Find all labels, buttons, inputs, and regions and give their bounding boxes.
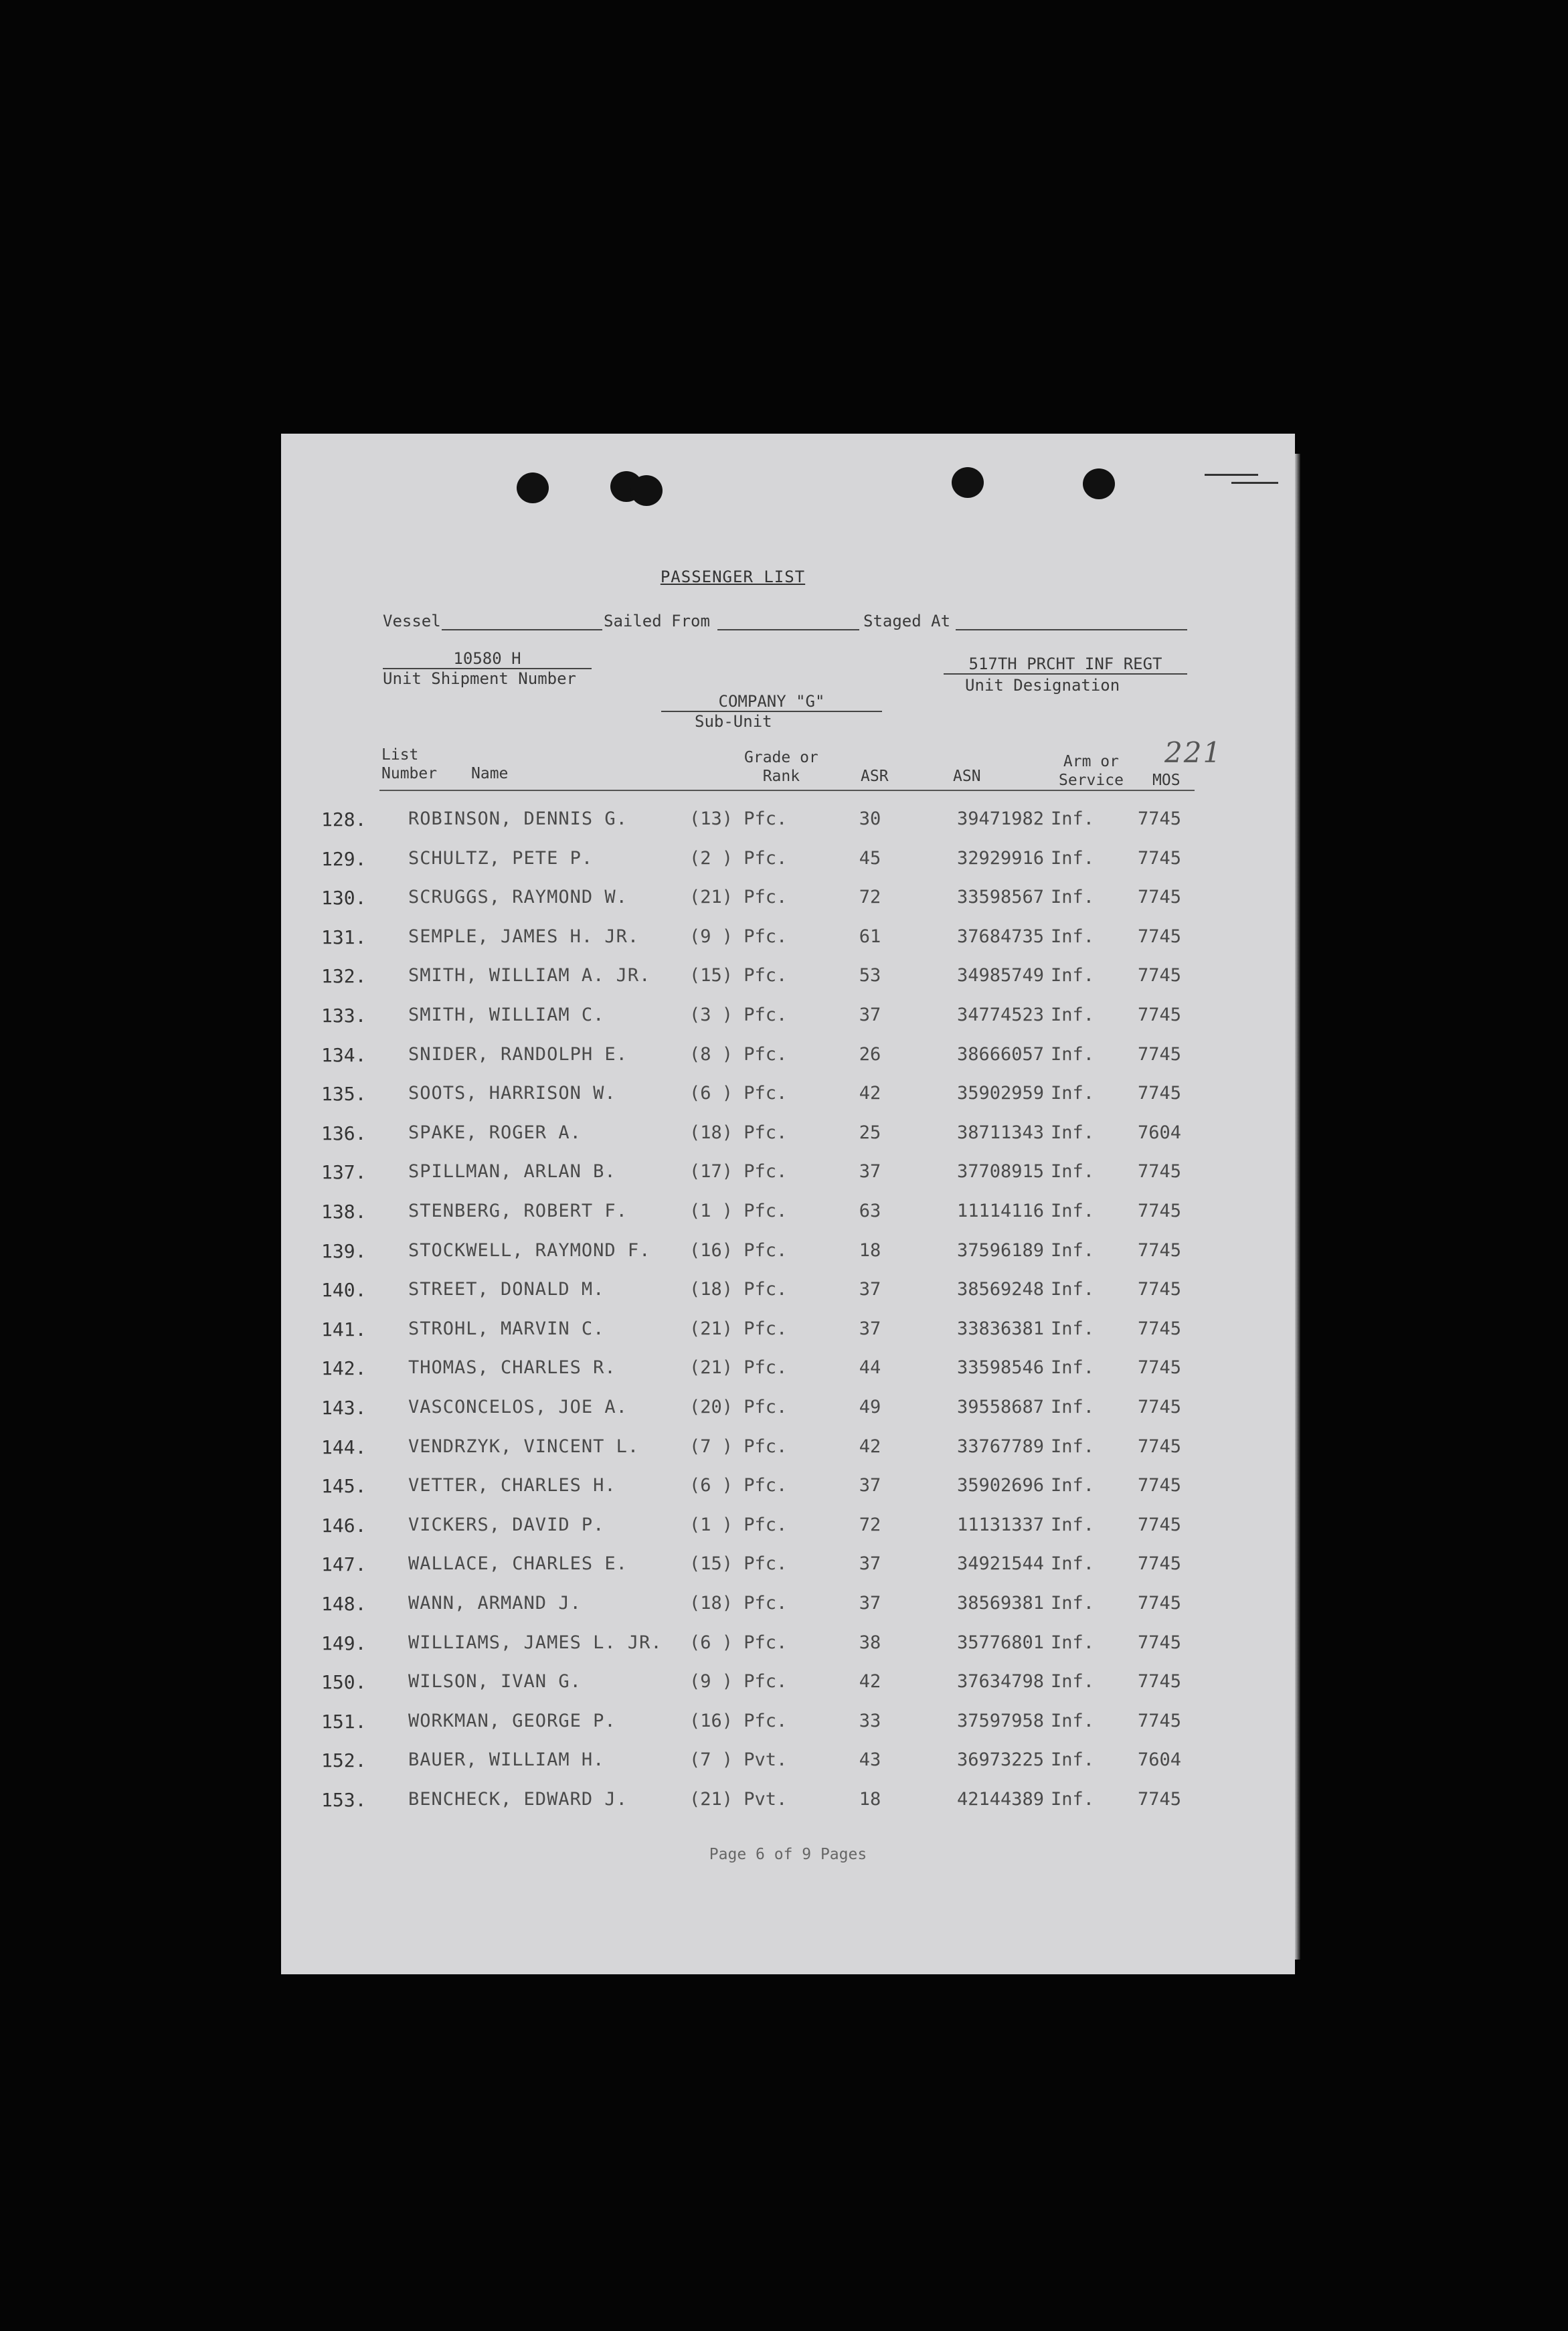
list-number: 137. bbox=[321, 1161, 367, 1184]
asr-value: 38 bbox=[859, 1632, 881, 1653]
arm-service: Inf. bbox=[1051, 1632, 1095, 1653]
asr-value: 37 bbox=[859, 1005, 881, 1025]
grade-rank: (6 ) Pfc. bbox=[689, 1083, 788, 1104]
arm-service: Inf. bbox=[1051, 1239, 1095, 1261]
grade-rank: (17) Pfc. bbox=[689, 1161, 788, 1183]
list-number: 143. bbox=[321, 1397, 367, 1419]
passenger-name: SCRUGGS, RAYMOND W. bbox=[408, 887, 628, 908]
asr-value: 42 bbox=[859, 1083, 881, 1104]
passenger-name: STENBERG, ROBERT F. bbox=[408, 1201, 628, 1221]
mos-code: 7745 bbox=[1138, 1318, 1182, 1339]
arm-header-line2: Service bbox=[1059, 772, 1124, 789]
grade-rank: (6 ) Pfc. bbox=[689, 1475, 788, 1496]
passenger-name: BAUER, WILLIAM H. bbox=[408, 1749, 605, 1771]
table-row bbox=[281, 1083, 1295, 1122]
asr-value: 72 bbox=[859, 887, 881, 908]
table-row bbox=[281, 926, 1295, 965]
asr-value: 44 bbox=[859, 1357, 881, 1379]
mos-code: 7745 bbox=[1138, 1239, 1182, 1261]
unit-designation-label: Unit Designation bbox=[965, 676, 1120, 695]
asr-value: 61 bbox=[859, 926, 881, 947]
mos-code: 7745 bbox=[1138, 1475, 1182, 1496]
list-number: 133. bbox=[321, 1005, 367, 1027]
grade-rank: (18) Pfc. bbox=[689, 1279, 788, 1300]
asr-value: 25 bbox=[859, 1122, 881, 1143]
asn-value: 37597958 bbox=[956, 1710, 1044, 1731]
passenger-name: SEMPLE, JAMES H. JR. bbox=[408, 926, 640, 947]
asr-value: 37 bbox=[859, 1475, 881, 1496]
page-number-stamp: 221 bbox=[1164, 736, 1223, 769]
punch-hole bbox=[630, 475, 663, 506]
asr-value: 42 bbox=[859, 1436, 881, 1457]
passenger-name: BENCHECK, EDWARD J. bbox=[408, 1789, 628, 1810]
grade-rank: (9 ) Pfc. bbox=[689, 1671, 788, 1693]
passenger-name: SMITH, WILLIAM A. JR. bbox=[408, 965, 651, 986]
table-row bbox=[281, 1005, 1295, 1043]
arm-service: Inf. bbox=[1051, 808, 1095, 829]
asr-value: 37 bbox=[859, 1553, 881, 1575]
punch-hole bbox=[517, 472, 549, 503]
list-number: 132. bbox=[321, 965, 367, 988]
grade-rank: (8 ) Pfc. bbox=[689, 1043, 788, 1065]
grade-rank: (21) Pvt. bbox=[689, 1789, 788, 1810]
list-number: 151. bbox=[321, 1710, 367, 1733]
arm-service: Inf. bbox=[1051, 965, 1095, 986]
sub-unit-label: Sub-Unit bbox=[695, 712, 772, 731]
list-number: 147. bbox=[321, 1553, 367, 1576]
list-number: 130. bbox=[321, 887, 367, 910]
mos-code: 7745 bbox=[1138, 1671, 1182, 1693]
asr-value: 72 bbox=[859, 1514, 881, 1535]
unit-designation: 517TH PRCHT INF REGT bbox=[944, 655, 1187, 675]
asn-value: 37684735 bbox=[956, 926, 1044, 947]
asn-value: 35902959 bbox=[956, 1083, 1044, 1104]
table-row bbox=[281, 1515, 1295, 1553]
mos-code: 7745 bbox=[1138, 1357, 1182, 1379]
list-number: 144. bbox=[321, 1436, 367, 1458]
mos-code: 7745 bbox=[1138, 1005, 1182, 1025]
passenger-name: WILSON, IVAN G. bbox=[408, 1671, 582, 1693]
arm-service: Inf. bbox=[1051, 887, 1095, 908]
asn-value: 33767789 bbox=[956, 1436, 1044, 1457]
arm-service-header bbox=[1059, 752, 1124, 790]
arm-service: Inf. bbox=[1051, 926, 1095, 947]
asn-value: 35776801 bbox=[956, 1632, 1044, 1653]
passenger-name: STREET, DONALD M. bbox=[408, 1279, 605, 1300]
grade-rank: (21) Pfc. bbox=[689, 887, 788, 908]
asr-value: 37 bbox=[859, 1593, 881, 1614]
list-number: 134. bbox=[321, 1043, 367, 1066]
list-number: 138. bbox=[321, 1201, 367, 1223]
asn-value: 38666057 bbox=[956, 1043, 1044, 1065]
list-number: 149. bbox=[321, 1632, 367, 1654]
passenger-name: WANN, ARMAND J. bbox=[408, 1593, 582, 1614]
list-number: 128. bbox=[321, 808, 367, 831]
table-row bbox=[281, 1044, 1295, 1083]
unit-shipment-number: 10580 H bbox=[383, 649, 592, 669]
passenger-name: STROHL, MARVIN C. bbox=[408, 1318, 605, 1339]
page-footer: Page 6 of 9 Pages bbox=[709, 1846, 867, 1863]
asr-value: 26 bbox=[859, 1043, 881, 1065]
arm-header-line1: Arm or bbox=[1063, 753, 1120, 770]
table-row bbox=[281, 1279, 1295, 1318]
mos-code: 7745 bbox=[1138, 1161, 1182, 1183]
arm-service: Inf. bbox=[1051, 1475, 1095, 1496]
table-row bbox=[281, 1240, 1295, 1279]
grade-rank: (21) Pfc. bbox=[689, 1318, 788, 1339]
mos-code: 7745 bbox=[1138, 965, 1182, 986]
passenger-name: SCHULTZ, PETE P. bbox=[408, 847, 594, 869]
asr-value: 45 bbox=[859, 847, 881, 869]
arm-service: Inf. bbox=[1051, 1201, 1095, 1221]
list-number: 131. bbox=[321, 926, 367, 948]
passenger-list-page bbox=[281, 434, 1295, 1974]
asn-value: 37708915 bbox=[956, 1161, 1044, 1183]
asr-value: 63 bbox=[859, 1201, 881, 1221]
mos-code: 7745 bbox=[1138, 1632, 1182, 1653]
list-number: 135. bbox=[321, 1083, 367, 1106]
passenger-name: ROBINSON, DENNIS G. bbox=[408, 808, 628, 829]
list-number: 145. bbox=[321, 1475, 367, 1498]
mos-code: 7745 bbox=[1138, 887, 1182, 908]
grade-rank: (18) Pfc. bbox=[689, 1593, 788, 1614]
name-header: Name bbox=[471, 765, 509, 782]
passenger-name: SPAKE, ROGER A. bbox=[408, 1122, 582, 1143]
asr-value: 18 bbox=[859, 1789, 881, 1810]
staged-at-label: Staged At bbox=[863, 612, 951, 630]
asn-value: 36973225 bbox=[956, 1749, 1044, 1771]
arm-service: Inf. bbox=[1051, 1083, 1095, 1104]
grade-rank: (13) Pfc. bbox=[689, 808, 788, 829]
mos-code: 7745 bbox=[1138, 808, 1182, 829]
table-row bbox=[281, 1475, 1295, 1514]
grade-rank: (1 ) Pfc. bbox=[689, 1201, 788, 1221]
table-row bbox=[281, 808, 1295, 847]
arm-service: Inf. bbox=[1051, 1593, 1095, 1614]
mos-code: 7745 bbox=[1138, 1043, 1182, 1065]
table-row bbox=[281, 1593, 1295, 1632]
arm-service: Inf. bbox=[1051, 1710, 1095, 1731]
arm-service: Inf. bbox=[1051, 1005, 1095, 1025]
passenger-name: VENDRZYK, VINCENT L. bbox=[408, 1436, 640, 1457]
document-title: PASSENGER LIST bbox=[660, 568, 806, 586]
list-number: 139. bbox=[321, 1239, 367, 1262]
table-row bbox=[281, 887, 1295, 926]
grade-rank: (15) Pfc. bbox=[689, 1553, 788, 1575]
mos-code: 7745 bbox=[1138, 1083, 1182, 1104]
asn-value: 37596189 bbox=[956, 1239, 1044, 1261]
passenger-name: THOMAS, CHARLES R. bbox=[408, 1357, 616, 1379]
asn-value: 42144389 bbox=[956, 1789, 1044, 1810]
list-number: 153. bbox=[321, 1789, 367, 1811]
table-row bbox=[281, 1201, 1295, 1239]
header-underline bbox=[379, 790, 1195, 791]
asr-value: 53 bbox=[859, 965, 881, 986]
passenger-name: SPILLMAN, ARLAN B. bbox=[408, 1161, 616, 1183]
arm-service: Inf. bbox=[1051, 1397, 1095, 1417]
asr-value: 33 bbox=[859, 1710, 881, 1731]
list-number: 150. bbox=[321, 1671, 367, 1694]
mos-code: 7745 bbox=[1138, 847, 1182, 869]
mos-code: 7745 bbox=[1138, 1514, 1182, 1535]
grade-rank: (2 ) Pfc. bbox=[689, 847, 788, 869]
asr-value: 37 bbox=[859, 1318, 881, 1339]
arm-service: Inf. bbox=[1051, 1122, 1095, 1143]
asn-value: 34921544 bbox=[956, 1553, 1044, 1575]
arm-service: Inf. bbox=[1051, 1553, 1095, 1575]
passenger-name: SMITH, WILLIAM C. bbox=[408, 1005, 605, 1025]
table-row bbox=[281, 1161, 1295, 1200]
list-number: 148. bbox=[321, 1593, 367, 1615]
asn-value: 37634798 bbox=[956, 1671, 1044, 1693]
sailed-from-blank bbox=[717, 612, 859, 630]
asn-value: 39471982 bbox=[956, 808, 1044, 829]
asn-value: 38569381 bbox=[956, 1593, 1044, 1614]
grade-header-line1: Grade or bbox=[744, 749, 818, 766]
page-edge-shadow bbox=[1295, 454, 1300, 1960]
list-number: 140. bbox=[321, 1279, 367, 1302]
passenger-name: VASCONCELOS, JOE A. bbox=[408, 1397, 628, 1417]
paper-blemish bbox=[1205, 474, 1258, 476]
list-number: 146. bbox=[321, 1514, 367, 1537]
list-number: 136. bbox=[321, 1122, 367, 1144]
grade-header bbox=[744, 748, 818, 786]
table-row bbox=[281, 1397, 1295, 1436]
asn-value: 38711343 bbox=[956, 1122, 1044, 1143]
mos-code: 7745 bbox=[1138, 1436, 1182, 1457]
asn-value: 38569248 bbox=[956, 1279, 1044, 1300]
grade-header-line2: Rank bbox=[762, 768, 800, 785]
arm-service: Inf. bbox=[1051, 1318, 1095, 1339]
table-row bbox=[281, 1436, 1295, 1475]
table-row bbox=[281, 1553, 1295, 1592]
table-row bbox=[281, 1711, 1295, 1749]
arm-service: Inf. bbox=[1051, 1671, 1095, 1693]
grade-rank: (20) Pfc. bbox=[689, 1397, 788, 1417]
grade-rank: (1 ) Pfc. bbox=[689, 1514, 788, 1535]
passenger-name: SOOTS, HARRISON W. bbox=[408, 1083, 616, 1104]
mos-header: MOS bbox=[1152, 772, 1181, 789]
table-row bbox=[281, 1318, 1295, 1357]
passenger-name: VETTER, CHARLES H. bbox=[408, 1475, 616, 1496]
sub-unit: COMPANY "G" bbox=[661, 692, 882, 712]
unit-shipment-number-label: Unit Shipment Number bbox=[383, 669, 576, 688]
staged-at-blank bbox=[956, 612, 1187, 630]
arm-service: Inf. bbox=[1051, 847, 1095, 869]
arm-service: Inf. bbox=[1051, 1161, 1095, 1183]
mos-code: 7745 bbox=[1138, 1397, 1182, 1417]
asr-value: 42 bbox=[859, 1671, 881, 1693]
mos-code: 7745 bbox=[1138, 1593, 1182, 1614]
mos-code: 7745 bbox=[1138, 1553, 1182, 1575]
passenger-name: WILLIAMS, JAMES L. JR. bbox=[408, 1632, 663, 1653]
grade-rank: (21) Pfc. bbox=[689, 1357, 788, 1379]
asn-value: 11114116 bbox=[956, 1201, 1044, 1221]
list-number: 141. bbox=[321, 1318, 367, 1341]
arm-service: Inf. bbox=[1051, 1436, 1095, 1457]
arm-service: Inf. bbox=[1051, 1043, 1095, 1065]
asr-value: 37 bbox=[859, 1161, 881, 1183]
table-row bbox=[281, 1749, 1295, 1788]
asn-value: 33598567 bbox=[956, 887, 1044, 908]
mos-code: 7745 bbox=[1138, 1789, 1182, 1810]
asn-value: 33598546 bbox=[956, 1357, 1044, 1379]
table-row bbox=[281, 1671, 1295, 1710]
arm-service: Inf. bbox=[1051, 1789, 1095, 1810]
list-number-header bbox=[381, 746, 437, 783]
asn-value: 32929916 bbox=[956, 847, 1044, 869]
asr-value: 37 bbox=[859, 1279, 881, 1300]
table-row bbox=[281, 848, 1295, 887]
punch-hole bbox=[1083, 468, 1115, 499]
passenger-name: STOCKWELL, RAYMOND F. bbox=[408, 1239, 651, 1261]
grade-rank: (7 ) Pvt. bbox=[689, 1749, 788, 1771]
table-row bbox=[281, 965, 1295, 1004]
table-row bbox=[281, 1122, 1295, 1161]
list-number: 152. bbox=[321, 1749, 367, 1772]
table-row bbox=[281, 1789, 1295, 1828]
passenger-name: WALLACE, CHARLES E. bbox=[408, 1553, 628, 1575]
sailed-from-label: Sailed From bbox=[604, 612, 710, 630]
arm-service: Inf. bbox=[1051, 1514, 1095, 1535]
mos-code: 7604 bbox=[1138, 1749, 1182, 1771]
passenger-name: WORKMAN, GEORGE P. bbox=[408, 1710, 616, 1731]
arm-service: Inf. bbox=[1051, 1749, 1095, 1771]
mos-code: 7745 bbox=[1138, 926, 1182, 947]
passenger-name: SNIDER, RANDOLPH E. bbox=[408, 1043, 628, 1065]
table-row bbox=[281, 1632, 1295, 1671]
grade-rank: (16) Pfc. bbox=[689, 1239, 788, 1261]
asn-value: 39558687 bbox=[956, 1397, 1044, 1417]
grade-rank: (7 ) Pfc. bbox=[689, 1436, 788, 1457]
paper-blemish bbox=[1231, 482, 1278, 484]
mos-code: 7745 bbox=[1138, 1279, 1182, 1300]
mos-code: 7745 bbox=[1138, 1710, 1182, 1731]
grade-rank: (15) Pfc. bbox=[689, 965, 788, 986]
grade-rank: (18) Pfc. bbox=[689, 1122, 788, 1143]
asn-value: 33836381 bbox=[956, 1318, 1044, 1339]
list-number: 142. bbox=[321, 1357, 367, 1380]
list-header-line2: Number bbox=[381, 765, 438, 782]
asn-value: 35902696 bbox=[956, 1475, 1044, 1496]
grade-rank: (16) Pfc. bbox=[689, 1710, 788, 1731]
asn-value: 34985749 bbox=[956, 965, 1044, 986]
grade-rank: (9 ) Pfc. bbox=[689, 926, 788, 947]
asr-value: 18 bbox=[859, 1239, 881, 1261]
grade-rank: (6 ) Pfc. bbox=[689, 1632, 788, 1653]
asr-header: ASR bbox=[861, 768, 889, 785]
list-number: 129. bbox=[321, 847, 367, 870]
grade-rank: (3 ) Pfc. bbox=[689, 1005, 788, 1025]
asr-value: 43 bbox=[859, 1749, 881, 1771]
arm-service: Inf. bbox=[1051, 1357, 1095, 1379]
arm-service: Inf. bbox=[1051, 1279, 1095, 1300]
table-row bbox=[281, 1357, 1295, 1396]
vessel-blank bbox=[442, 612, 602, 630]
punch-hole bbox=[952, 467, 984, 498]
asr-value: 30 bbox=[859, 808, 881, 829]
passenger-name: VICKERS, DAVID P. bbox=[408, 1514, 605, 1535]
asr-value: 49 bbox=[859, 1397, 881, 1417]
asn-value: 11131337 bbox=[956, 1514, 1044, 1535]
mos-code: 7604 bbox=[1138, 1122, 1182, 1143]
asn-header: ASN bbox=[953, 768, 981, 785]
asn-value: 34774523 bbox=[956, 1005, 1044, 1025]
vessel-label: Vessel bbox=[383, 612, 441, 630]
mos-code: 7745 bbox=[1138, 1201, 1182, 1221]
list-header-line1: List bbox=[381, 746, 419, 764]
